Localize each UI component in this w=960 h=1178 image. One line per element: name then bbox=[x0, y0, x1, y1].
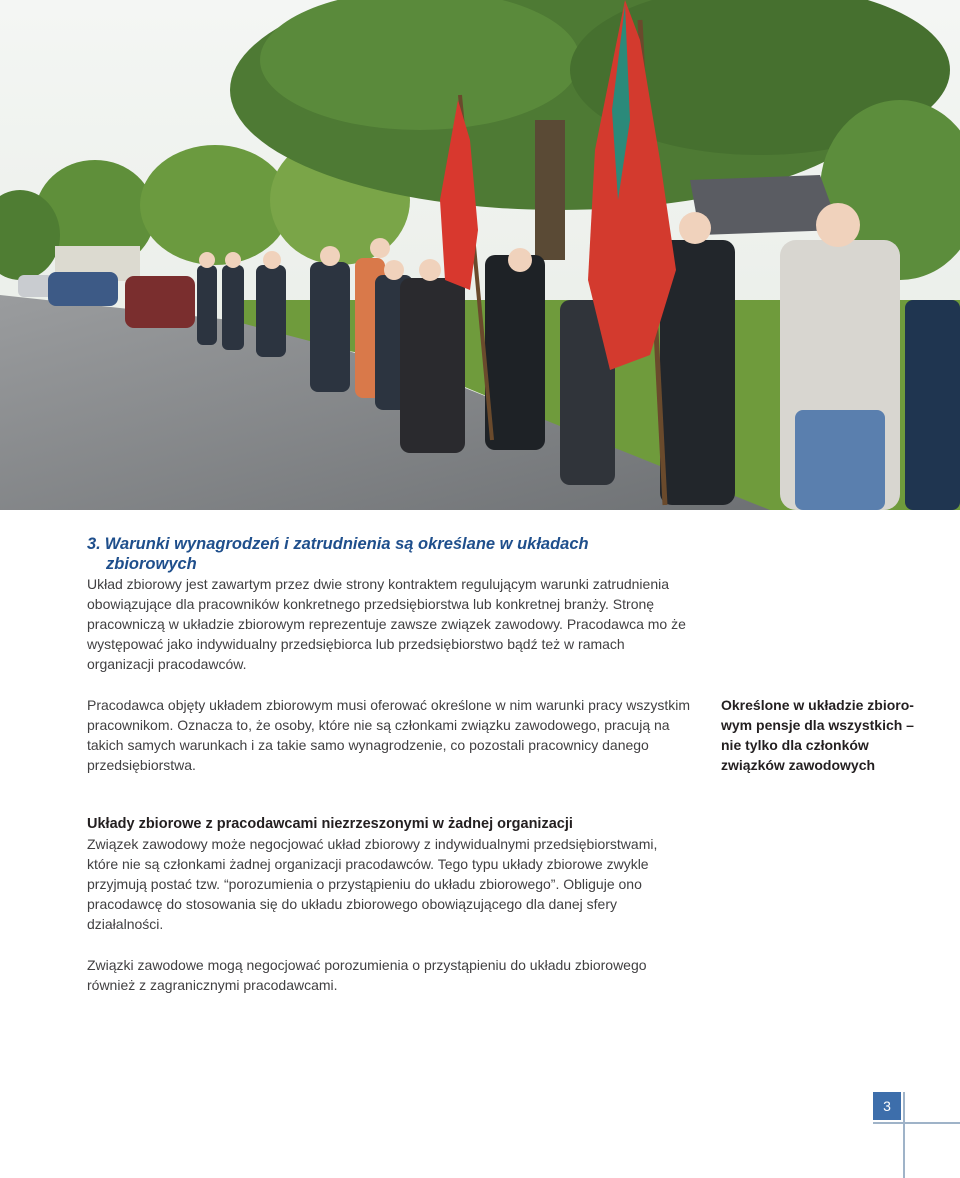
sidenote-highlight: Określone w układzie zbiorowym pensje dla wszystkich – nie tylko dla członków związków zawodowych bbox=[721, 697, 914, 773]
photo-protesters-with-flags bbox=[0, 0, 960, 510]
header-photo bbox=[0, 0, 960, 510]
paragraph-foreign-employers: Związki zawodowe mogą negocjować porozumienia o przystąpieniu do układu zbiorowego również z zagranicznymi pracodawcami. bbox=[87, 957, 647, 993]
footer-rule-vertical bbox=[903, 1092, 905, 1178]
section-heading bbox=[87, 534, 647, 574]
subheading-unorganized-employers: Układy zbiorowe z pracodawcami niezrzeszonymi w żadnej organizacji bbox=[87, 816, 573, 832]
section-title-line2: zbiorowych bbox=[106, 555, 197, 573]
page-number: 3 bbox=[873, 1092, 901, 1120]
paragraph-collective-agreement: Układ zbiorowy jest zawartym przez dwie strony kontraktem regulującym warunki zatrudnienia obowiązujące dla pracowników konkretnego przedsiębiorstwa lub konkretnej branży. Stronę pracowniczą w układzie zbiorowym reprezentuje zawsze związek zawodowy. Pracodawca mo że występować jako indywidualny przedsiębiorca lub przedsiębiorstwo bądź też w ramach organizacji pracodawców. bbox=[87, 576, 686, 672]
paragraph-accession-agreement: Związek zawodowy może negocjować układ zbiorowy z indywidualnymi przedsiębiorstwami, które nie są członkami żadnej organizacji pracodawców. Tego typu układy zbiorowe zwykle przyjmują postać tzw. “porozumienia o przystąpieniu do układu zbiorowego”. Obliguje ono pracodawcę do stosowania się do układu zbiorowego obowiązującego dla danej sfery działalności. bbox=[87, 836, 658, 932]
paragraph-employer-obligations: Pracodawca objęty układem zbiorowym musi oferować określone w nim warunki pracy wszystkim pracownikom. Oznacza to, że osoby, które nie są członkami związku zawodowego, pracują na takich samych warunkach i za takie samo wynagrodzenie, co pozostali pracownicy danego przedsiębiorstwa. bbox=[87, 697, 690, 773]
footer-rule-horizontal bbox=[873, 1122, 960, 1124]
section-title-line1: Warunki wynagrodzeń i zatrudnienia są określane w układach bbox=[104, 535, 589, 553]
section-number: 3. bbox=[87, 535, 101, 553]
